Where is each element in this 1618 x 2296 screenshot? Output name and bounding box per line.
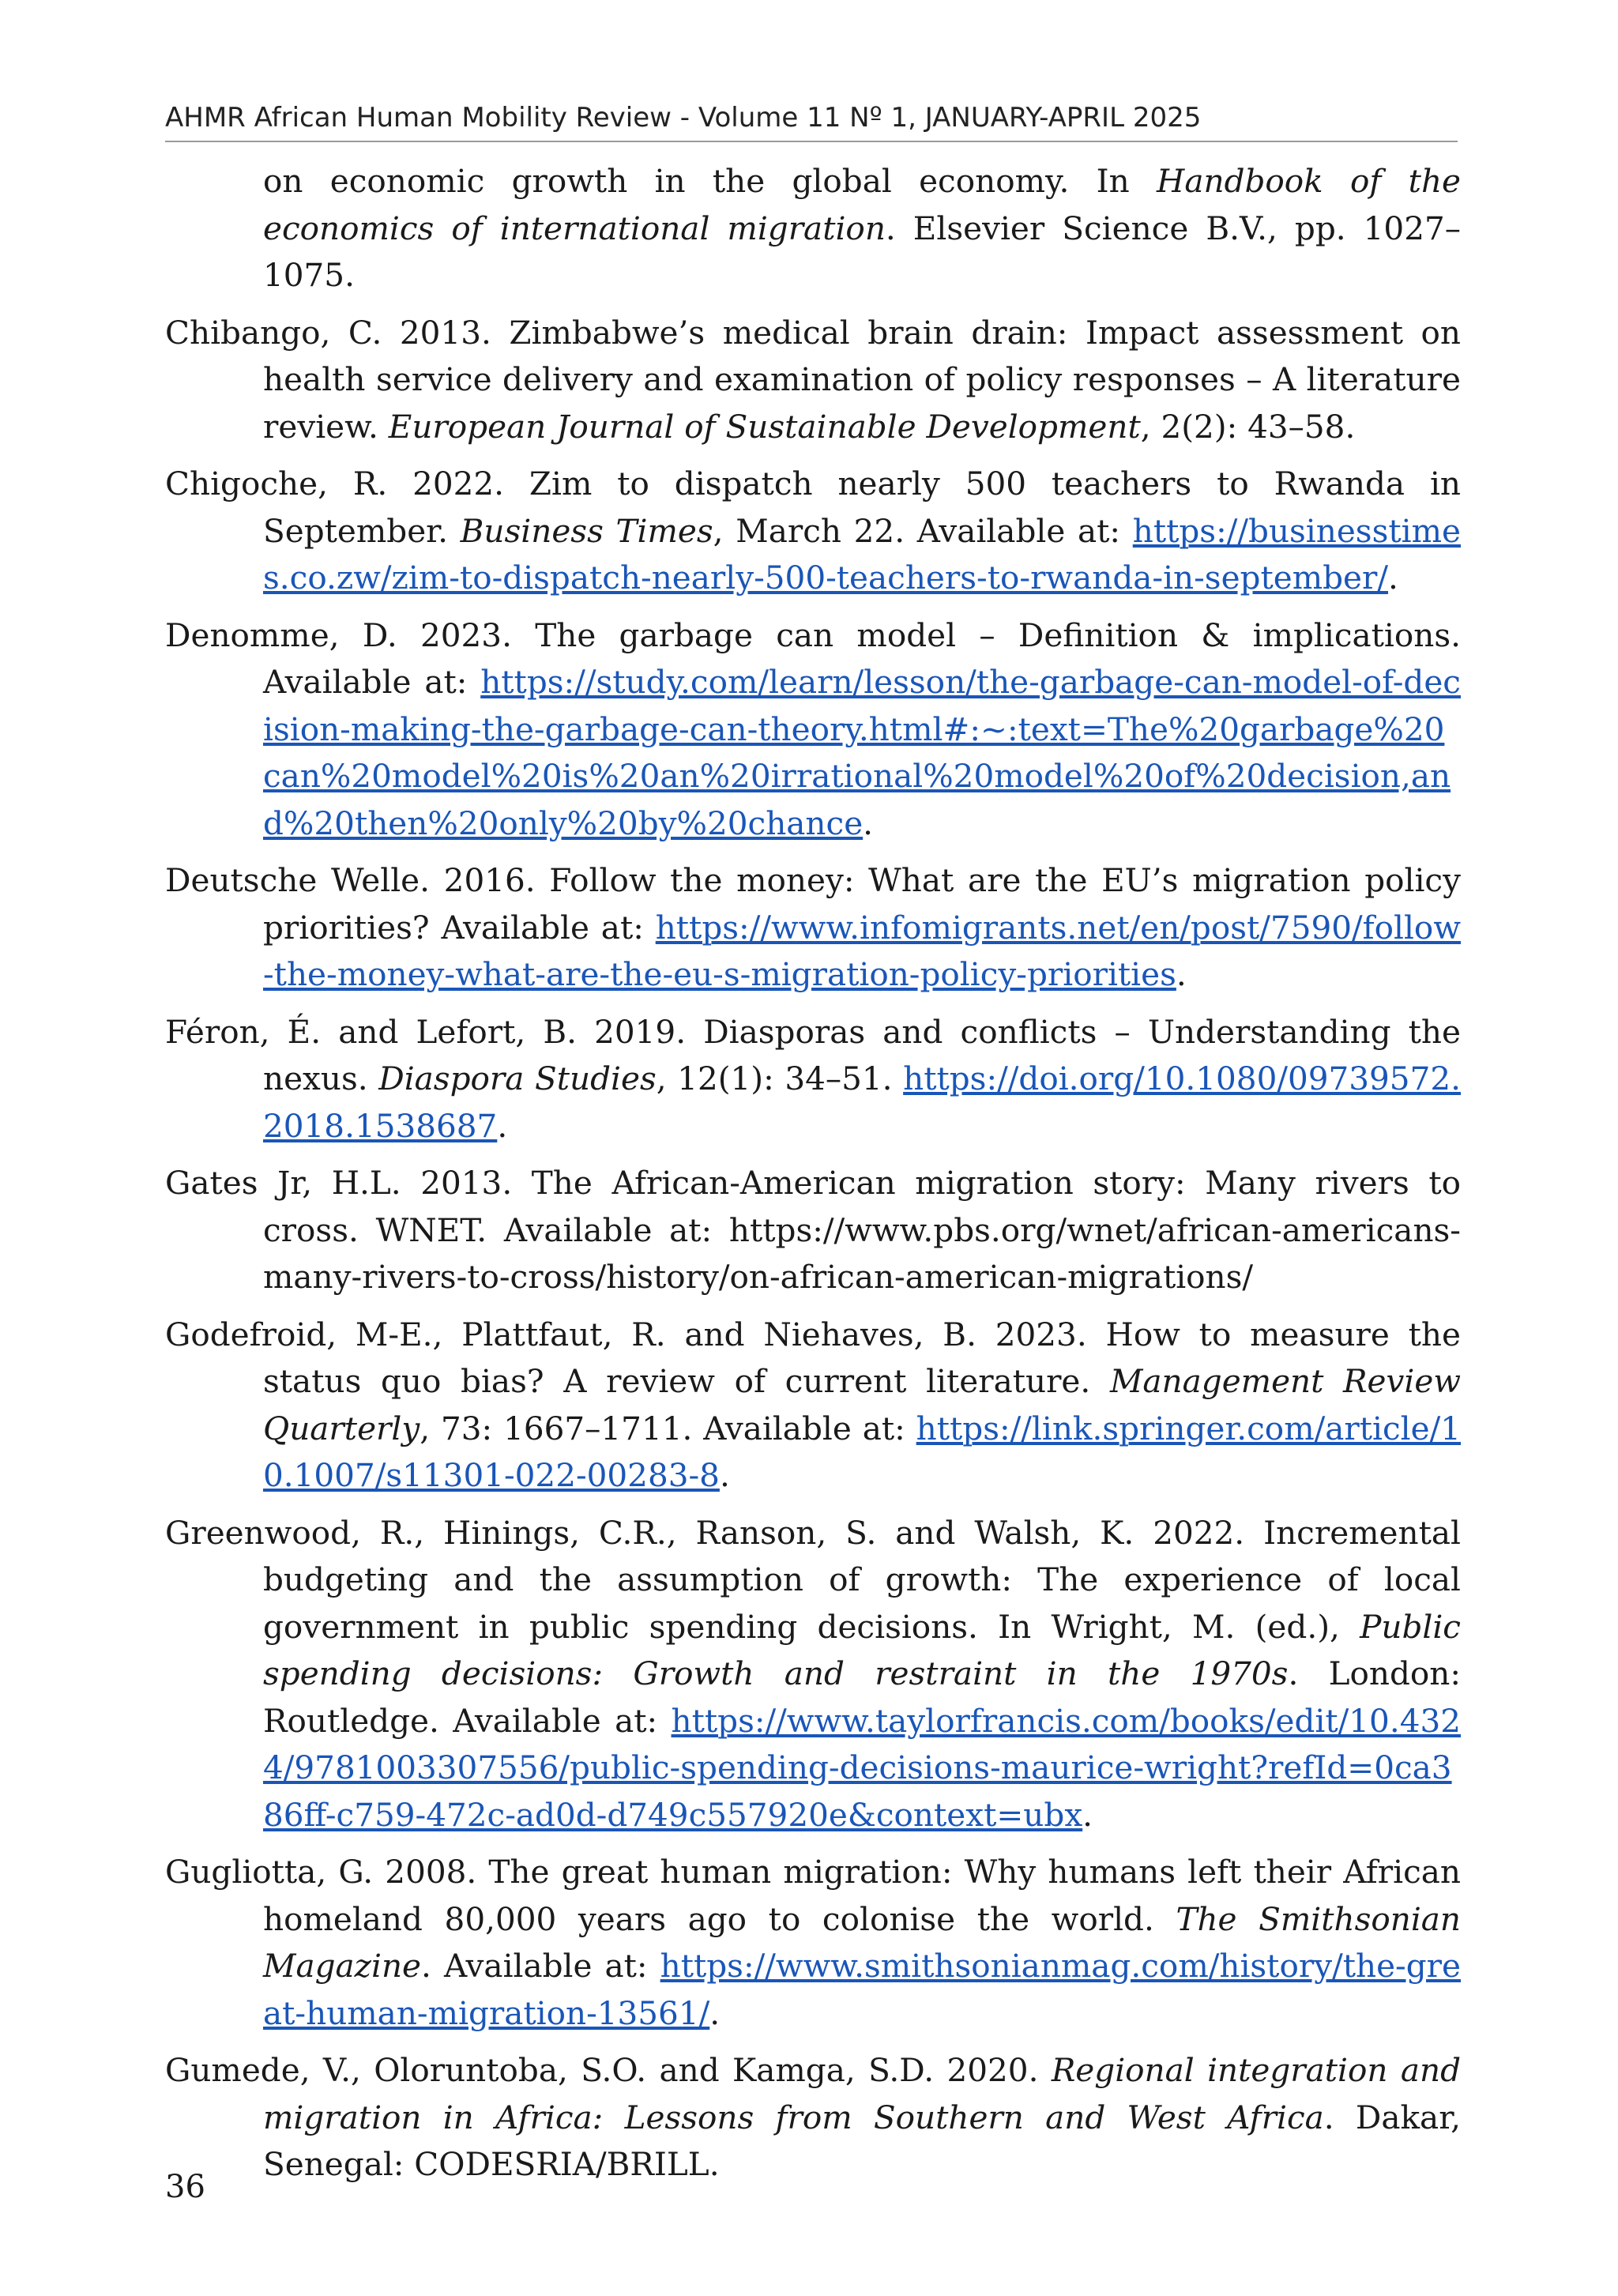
- reference-entry: [165, 1849, 1461, 2037]
- reference-title-italic: Management Review Quarterly: [263, 1362, 1461, 1447]
- reference-entry: [165, 1160, 1461, 1301]
- reference-text: Godefroid, M-E., Plattfaut, R. and Niehaves, B. 2023. How to measure the status quo bias? A review of current literature.: [165, 1315, 1461, 1400]
- reference-title-italic: Handbook of the economics of international migration: [263, 162, 1461, 247]
- reference-entry: [165, 1009, 1461, 1150]
- reference-entry: [165, 612, 1461, 848]
- reference-entry: [165, 2047, 1461, 2189]
- reference-text: Gates Jr, H.L. 2013. The African-American migration story: Many rivers to cross. WNET. Available at: https://www.pbs.org/wnet/african-americans-many-rivers-to-cross/history/on-african-american-migrations/: [165, 1164, 1461, 1296]
- reference-text: Greenwood, R., Hinings, C.R., Ranson, S. and Walsh, K. 2022. Incremental budgeting and the assumption of growth: The experience of local government in public spending decisions. In Wright, M. (ed.),: [165, 1513, 1461, 1646]
- reference-text: Chibango, C. 2013. Zimbabwe’s medical brain drain: Impact assessment on health service delivery and examination of policy responses – A literature review.: [165, 313, 1461, 446]
- reference-title-italic: Regional integration and migration in Africa: Lessons from Southern and West Africa: [263, 2051, 1461, 2136]
- reference-entry: [165, 1510, 1461, 1839]
- reference-link[interactable]: https://www.taylorfrancis.com/books/edit/10.4324/9781003307556/public-spending-decisions-maurice-wright?refId=0ca386ff-c759-472c-ad0d-d749c557920e&context=ubx: [263, 1701, 1461, 1834]
- reference-text: .: [1176, 955, 1187, 993]
- reference-link[interactable]: https://www.smithsonianmag.com/history/the-great-human-migration-13561/: [263, 1947, 1461, 2032]
- reference-text: .: [497, 1106, 508, 1145]
- reference-text: . Dakar, Senegal: CODESRIA/BRILL.: [263, 2098, 1461, 2183]
- reference-text: . Available at:: [421, 1947, 660, 1985]
- reference-text: .: [709, 1993, 721, 2032]
- reference-link[interactable]: https://www.infomigrants.net/en/post/7590/follow-the-money-what-are-the-eu-s-migration-policy-priorities: [263, 908, 1461, 993]
- reference-text: , 2(2): 43–58.: [1140, 407, 1356, 446]
- reference-title-italic: Business Times: [460, 511, 713, 550]
- reference-entry: [165, 158, 1461, 299]
- reference-text: , 12(1): 34–51.: [656, 1060, 904, 1097]
- reference-link[interactable]: https://businesstimes.co.zw/zim-to-dispatch-nearly-500-teachers-to-rwanda-in-september/: [263, 511, 1461, 597]
- reference-text: . London: Routledge. Available at:: [263, 1654, 1462, 1740]
- reference-title-italic: Public spending decisions: Growth and restraint in the 1970s: [263, 1607, 1461, 1692]
- reference-title-italic: Diaspora Studies: [378, 1060, 657, 1097]
- reference-text: Deutsche Welle. 2016. Follow the money: What are the EU’s migration policy priorities? Available at:: [165, 861, 1461, 947]
- page-number: 36: [165, 2169, 205, 2205]
- reference-text: .: [863, 804, 874, 842]
- reference-entry: [165, 310, 1461, 451]
- reference-text: .: [719, 1456, 730, 1494]
- reference-text: . Elsevier Science B.V., pp. 1027–1075.: [263, 209, 1461, 294]
- reference-text: Gugliotta, G. 2008. The great human migration: Why humans left their African homeland 80,000 years ago to colonise the world.: [165, 1853, 1461, 1938]
- reference-text: .: [1388, 559, 1398, 597]
- running-header: AHMR African Human Mobility Review - Volume 11 Nº 1, JANUARY-APRIL 2025: [165, 96, 1458, 142]
- reference-title-italic: The Smithsonian Magazine: [263, 1899, 1462, 1985]
- reference-text: Chigoche, R. 2022. Zim to dispatch nearly 500 teachers to Rwanda in September.: [165, 465, 1461, 550]
- reference-entry: [165, 461, 1461, 602]
- reference-text: .: [1082, 1795, 1093, 1834]
- reference-text: , 73: 1667–1711. Available at:: [420, 1409, 916, 1447]
- reference-entry: [165, 857, 1461, 999]
- reference-link[interactable]: https://study.com/learn/lesson/the-garbage-can-model-of-decision-making-the-garbage-can-theory.html#:~:text=The%20garbage%20can%20model%20is%20an%20irrational%20model%20of%20decision,and%20then%20only%20by%20chance: [263, 663, 1461, 842]
- reference-title-italic: European Journal of Sustainable Development: [388, 407, 1141, 446]
- reference-text: Gumede, V., Oloruntoba, S.O. and Kamga, S.D. 2020.: [165, 2051, 1052, 2089]
- reference-text: Féron, É. and Lefort, B. 2019. Diasporas and conflicts – Understanding the nexus.: [165, 1012, 1461, 1097]
- reference-text: Denomme, D. 2023. The garbage can model – Definition & implications. Available at:: [165, 615, 1461, 701]
- reference-text: on economic growth in the global economy. In: [263, 162, 1157, 200]
- reference-text: , March 22. Available at:: [713, 511, 1133, 550]
- reference-link[interactable]: https://link.springer.com/article/10.1007/s11301-022-00283-8: [263, 1409, 1461, 1494]
- reference-list: [165, 158, 1461, 2199]
- reference-link[interactable]: https://doi.org/10.1080/09739572.2018.1538687: [263, 1060, 1461, 1145]
- reference-entry: [165, 1312, 1461, 1500]
